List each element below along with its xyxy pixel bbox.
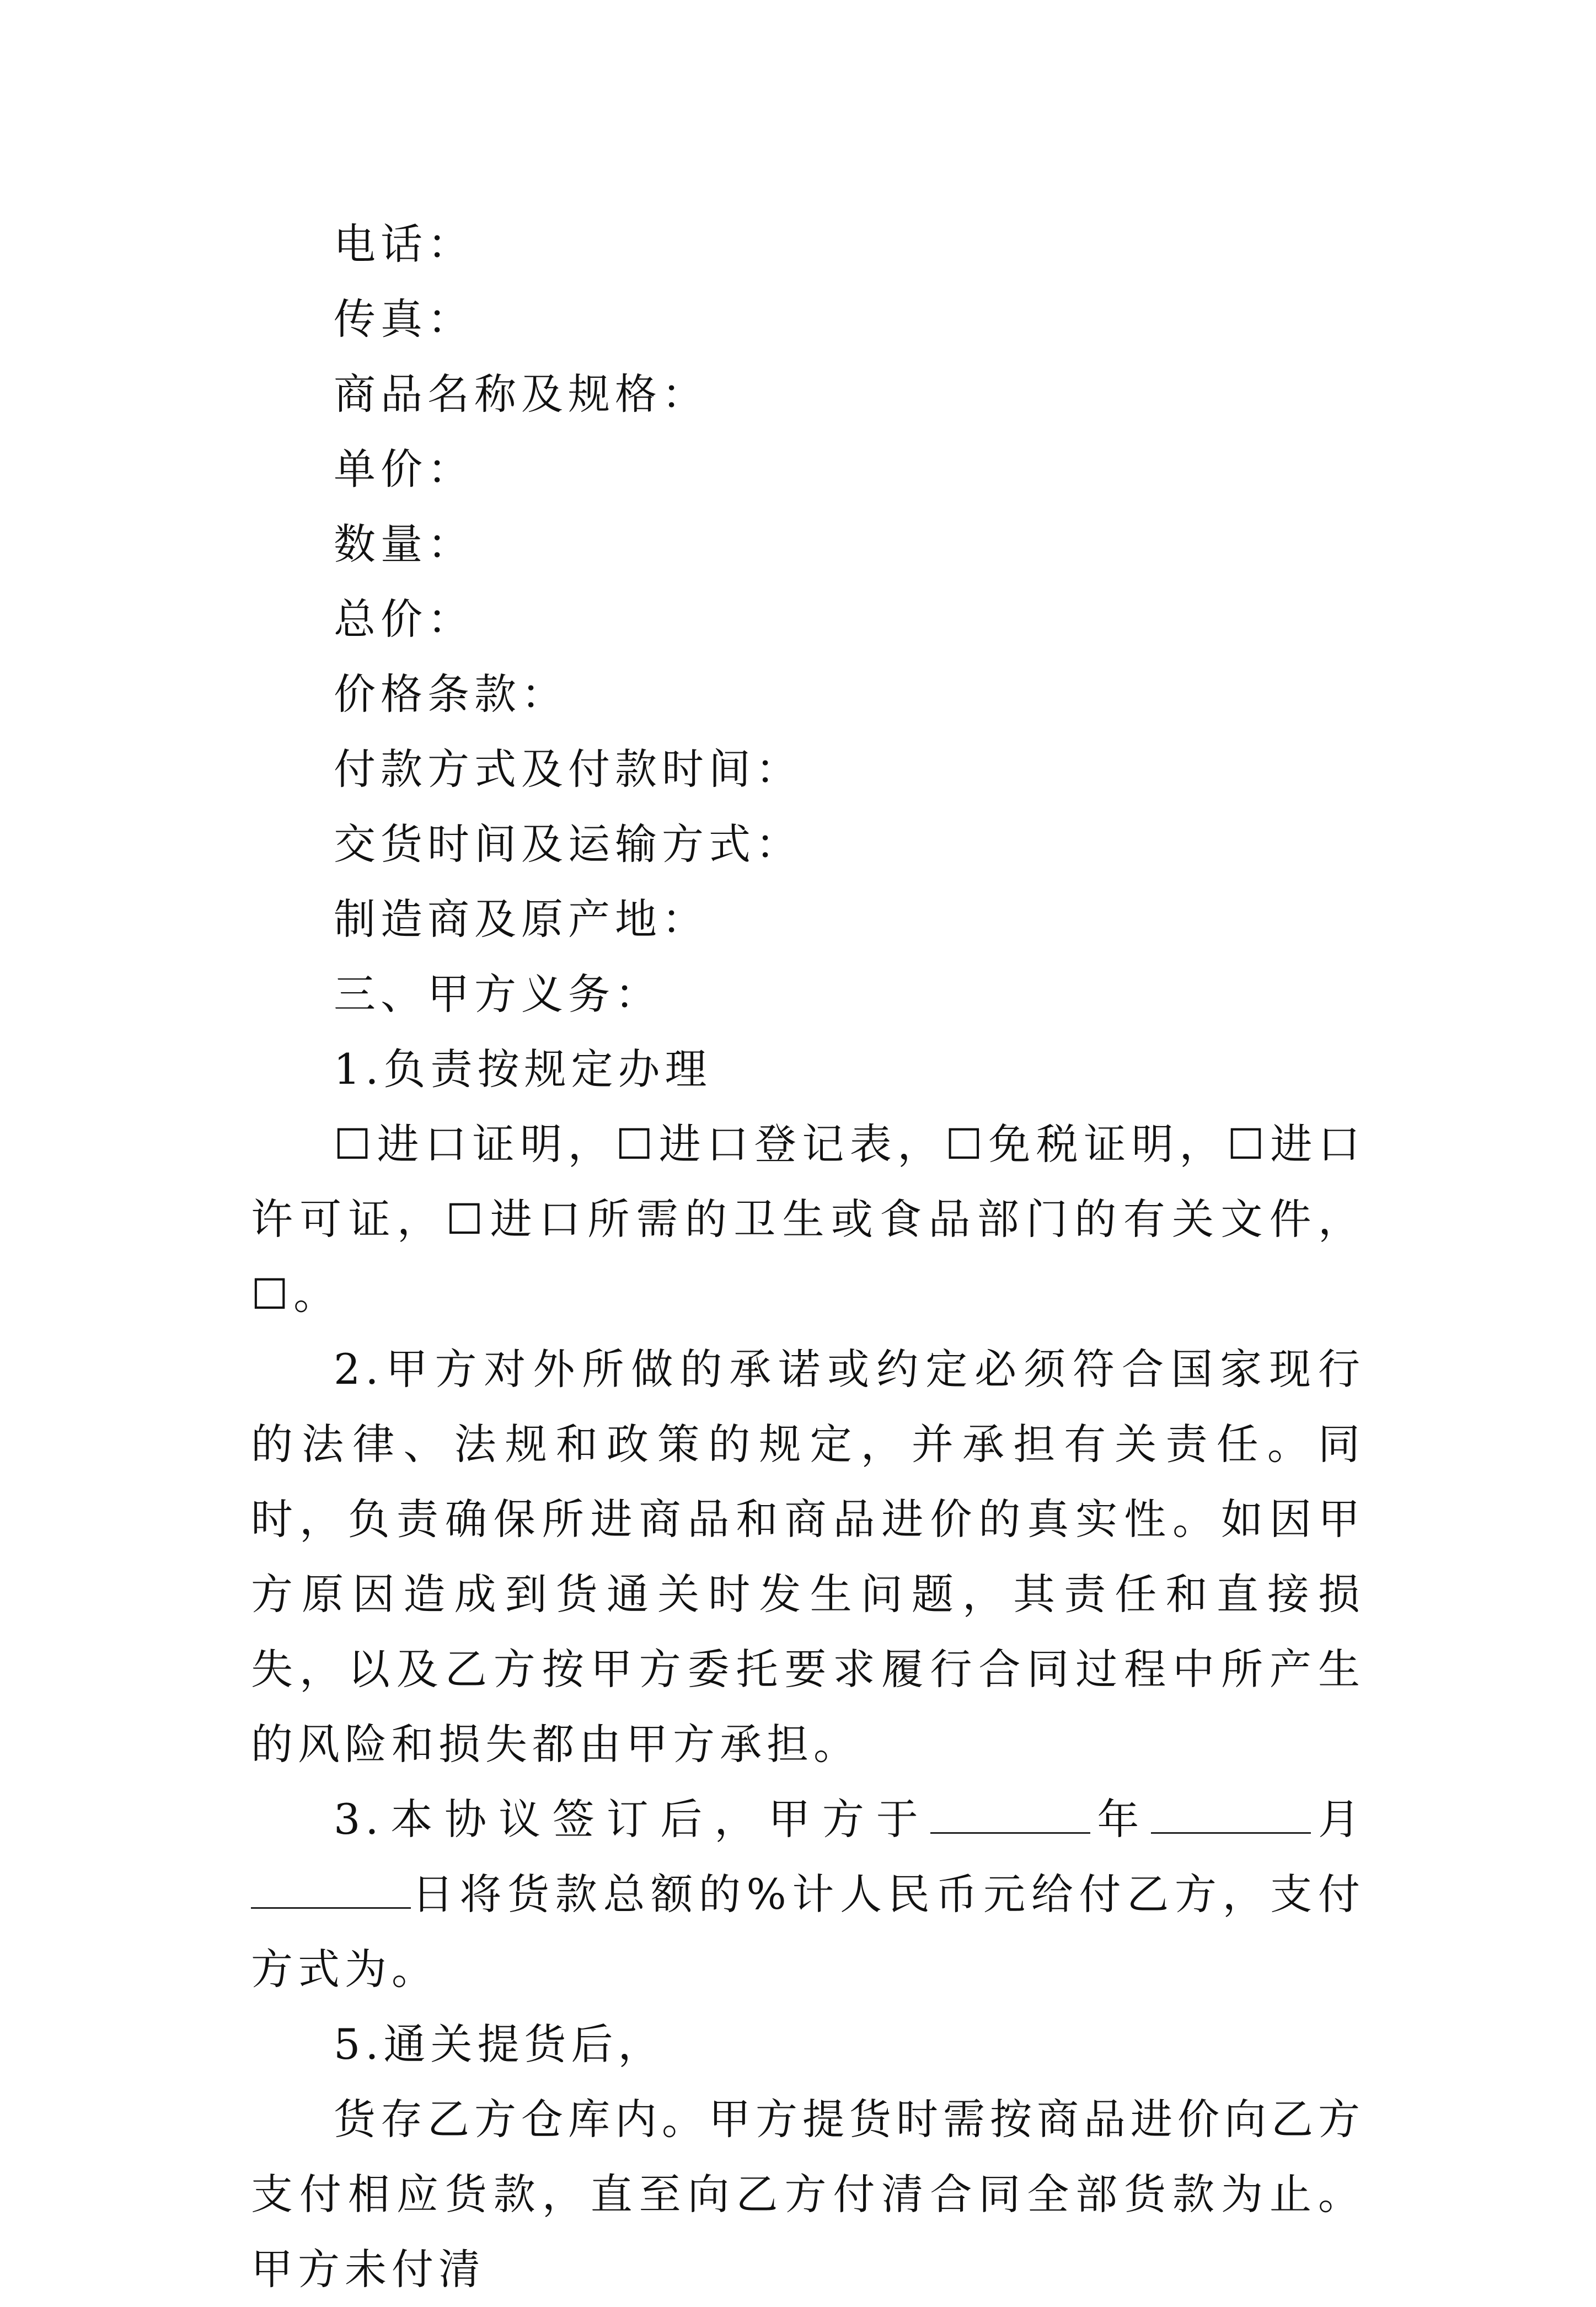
item-3-prefix: 3.本协议签订后，甲方于: [334, 1795, 930, 1844]
quantity-field-label: 数量：: [334, 520, 474, 569]
day-blank: [251, 1869, 411, 1909]
item-1-heading: 1.负责按规定办理: [334, 1045, 712, 1094]
section-3-heading: 三、甲方义务：: [334, 970, 662, 1019]
item-2-paragraph: 2.甲方对外所做的承诺或约定必须符合国家现行的法律、法规和政策的规定，并承担有关责任。同时，负责确保所进商品和商品进价的真实性。如因甲方原因造成到货通关时发生问题，其责任和直接损失，以及乙方按甲方委托要求履行合同过程中所产生的风险和损失都由甲方承担。: [251, 1345, 1365, 1769]
payment-method-field-label: 付款方式及付款时间：: [334, 745, 802, 794]
delivery-field-label: 交货时间及运输方式：: [334, 820, 802, 869]
item-5-body: 货存乙方仓库内。甲方提货时需按商品进价向乙方支付相应货款，直至向乙方付清合同全部货款为止。甲方未付清: [251, 2095, 1365, 2294]
phone-field-label: 电话：: [334, 220, 474, 269]
item-3-paragraph: [251, 1782, 1365, 2007]
month-blank: [1151, 1794, 1311, 1834]
contract-body: [251, 207, 1365, 2307]
year-label: 年: [1090, 1795, 1152, 1844]
manufacturer-field-label: 制造商及原产地：: [334, 895, 709, 944]
item-3-suffix: 日将货款总额的%计人民币元给付乙方，支付方式为。: [251, 1870, 1365, 1994]
total-price-field-label: 总价：: [334, 595, 474, 644]
product-name-field-label: 商品名称及规格：: [334, 370, 709, 419]
item-5-heading: 5.通关提货后，: [334, 2020, 665, 2069]
price-terms-field-label: 价格条款：: [334, 670, 568, 719]
unit-price-field-label: 单价：: [334, 445, 474, 494]
item-1-body: ☐进口证明，☐进口登记表，☐免税证明，☐进口许可证，☐进口所需的卫生或食品部门的有关文件，☐。: [251, 1120, 1365, 1319]
month-label: 月: [1311, 1795, 1365, 1844]
year-blank: [930, 1794, 1090, 1834]
fax-field-label: 传真：: [334, 295, 474, 344]
